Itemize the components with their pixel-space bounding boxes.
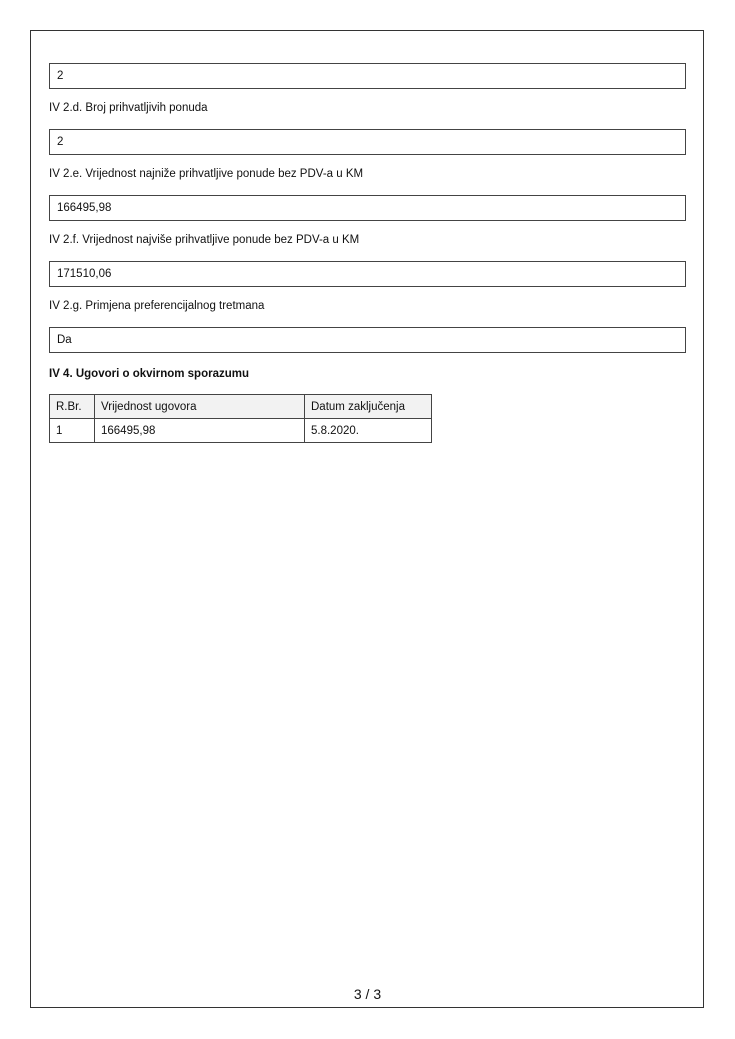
table-header-cell: Vrijednost ugovora	[95, 395, 305, 419]
document-content	[49, 63, 686, 443]
table-header-cell: Datum zaključenja	[305, 395, 432, 419]
field-value-preferential-treatment: Da	[49, 327, 686, 353]
table-cell: 1	[50, 419, 95, 443]
field-label-highest-offer: IV 2.f. Vrijednost najviše prihvatljive ponude bez PDV-a u KM	[49, 234, 360, 246]
field-value-highest-offer: 171510,06	[49, 261, 686, 287]
table-cell: 5.8.2020.	[305, 419, 432, 443]
section-heading-framework-contracts: IV 4. Ugovori o okvirnom sporazumu	[49, 368, 250, 380]
table-header-row	[50, 395, 432, 419]
field-label-acceptable-offers-count: IV 2.d. Broj prihvatljivih ponuda	[49, 102, 208, 114]
field-value-acceptable-offers-count: 2	[49, 129, 686, 155]
field-label-lowest-offer: IV 2.e. Vrijednost najniže prihvatljive ponude bez PDV-a u KM	[49, 168, 364, 180]
page-number: 3 / 3	[353, 986, 382, 1002]
table-header-cell: R.Br.	[50, 395, 95, 419]
field-label-preferential-treatment: IV 2.g. Primjena preferencijalnog tretmana	[49, 300, 265, 312]
field-value-lowest-offer: 166495,98	[49, 195, 686, 221]
contracts-table	[49, 394, 432, 443]
table-row	[50, 419, 432, 443]
field-value-box: 2	[49, 63, 686, 89]
table-cell: 166495,98	[95, 419, 305, 443]
